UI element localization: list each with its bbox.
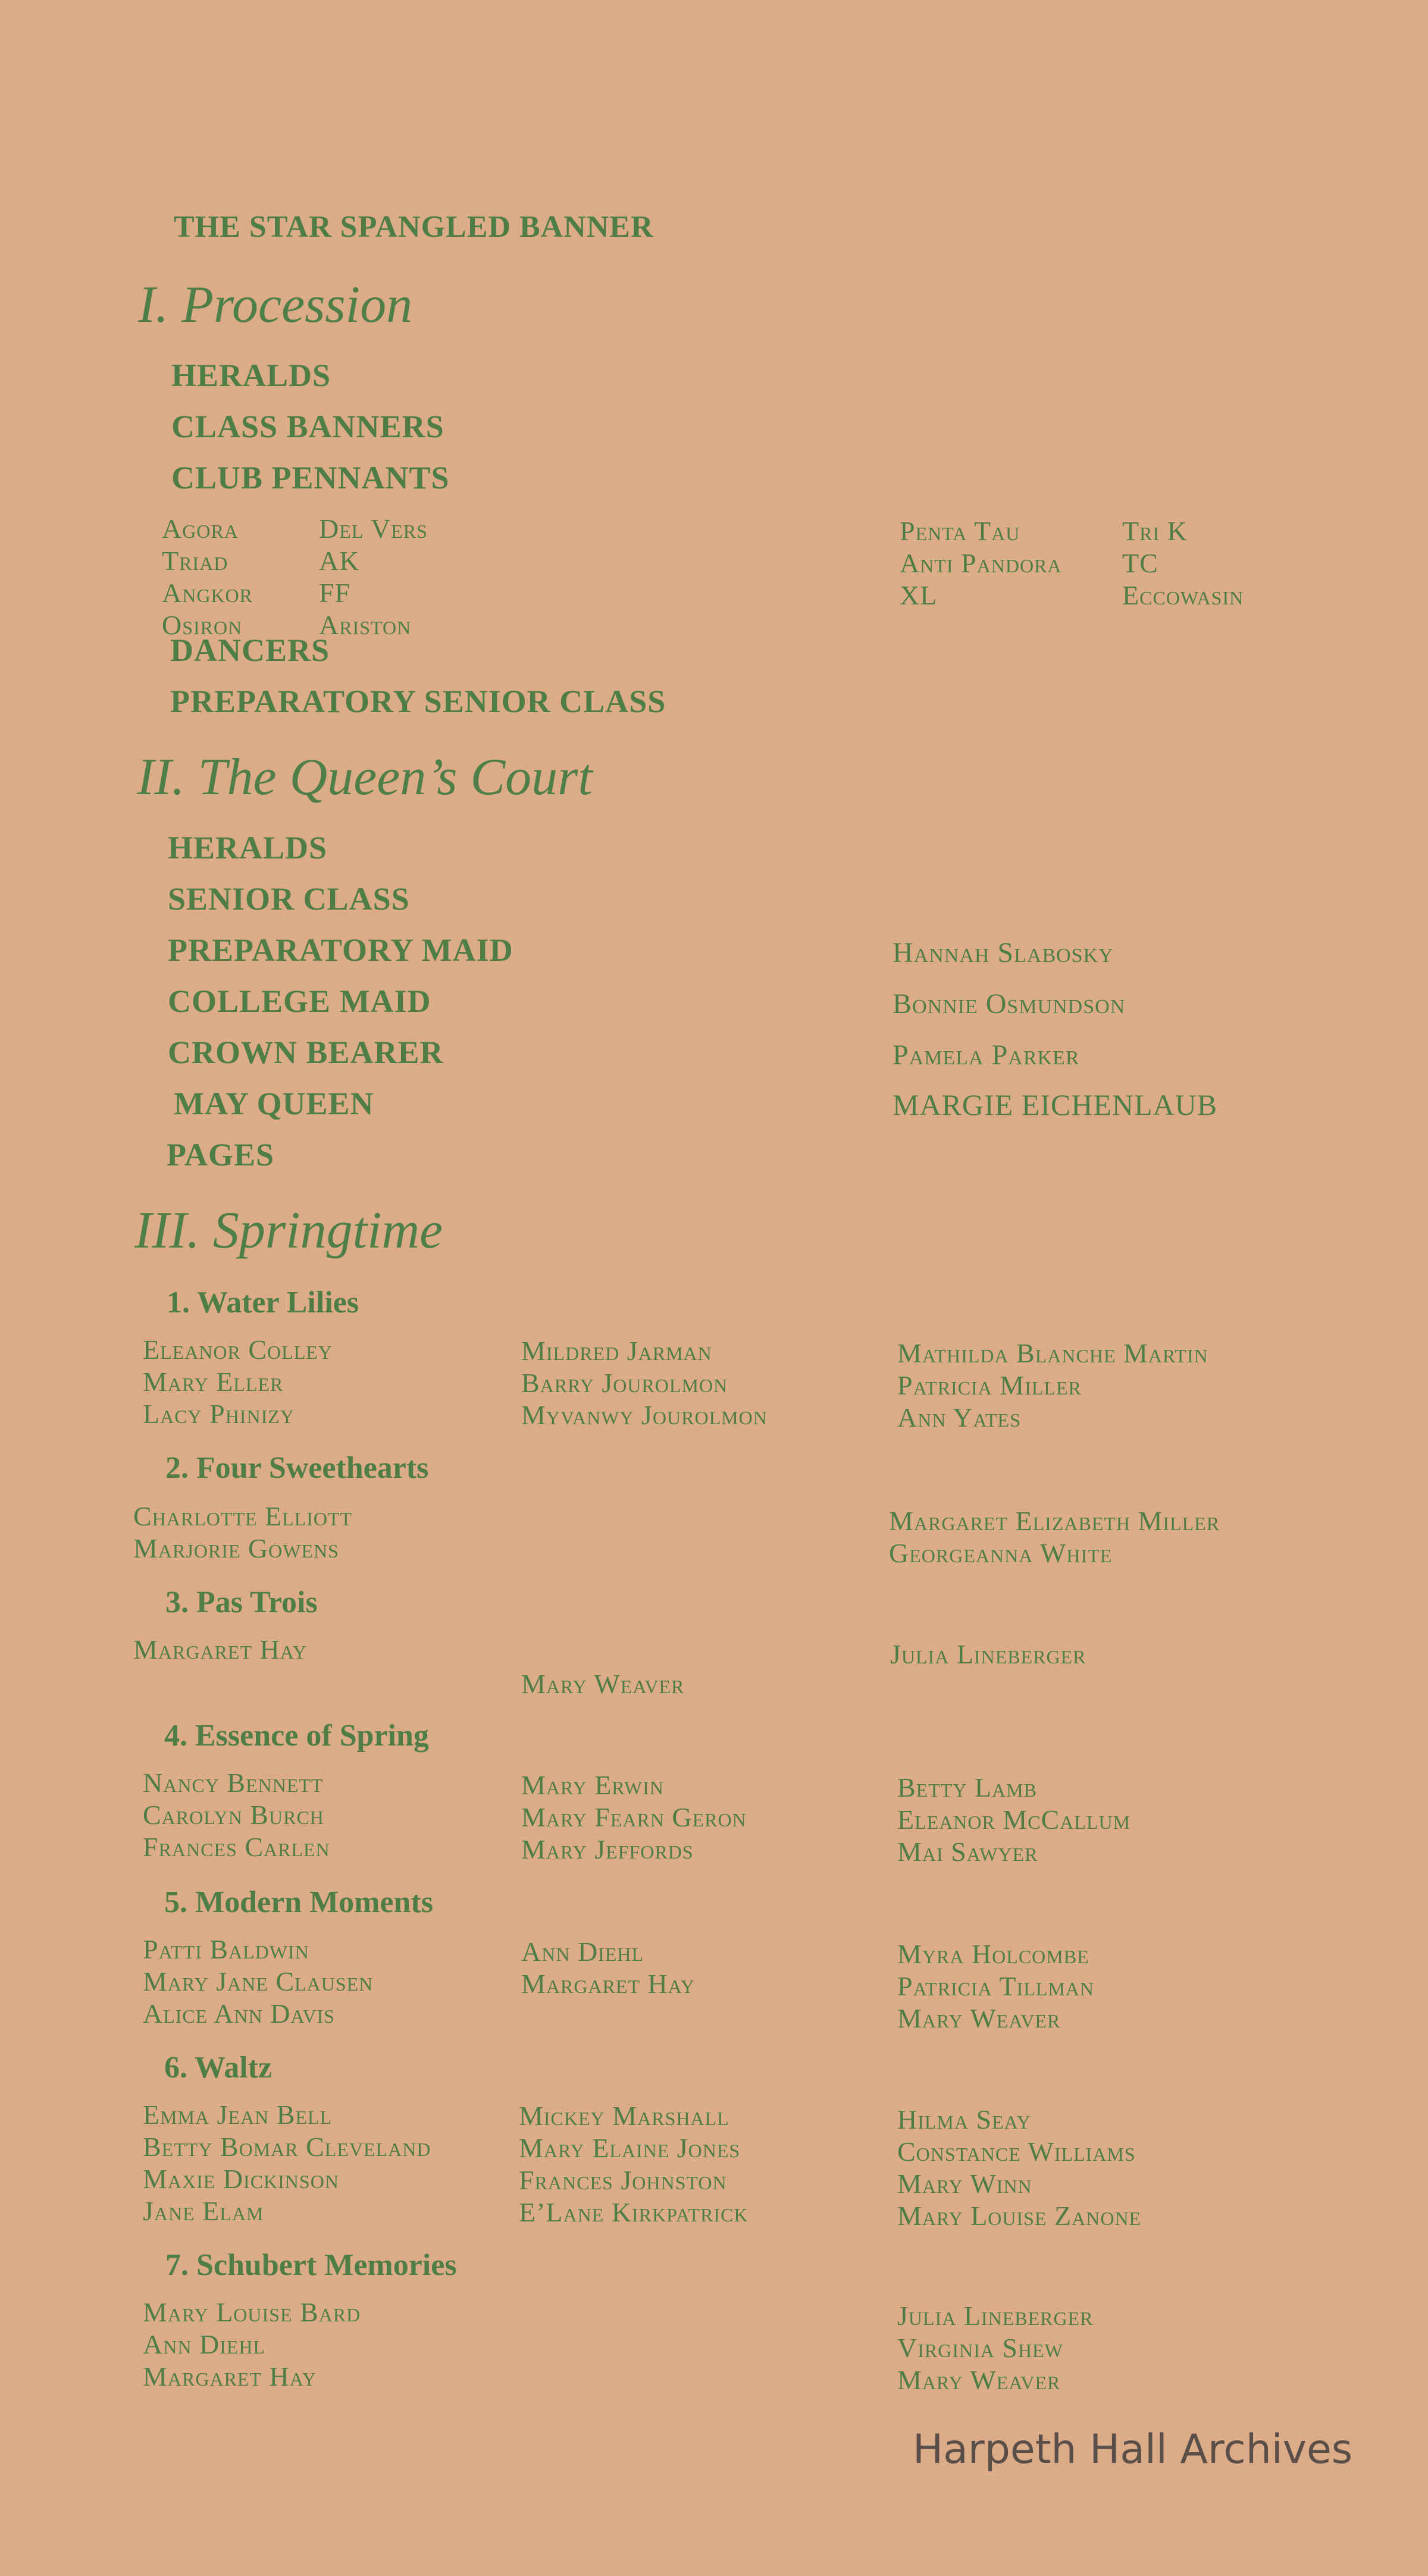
dancer-name: Patricia Miller <box>897 1370 1082 1400</box>
club-name: Osiron <box>162 610 243 640</box>
dancer-name: Margaret Hay <box>133 1634 308 1665</box>
clubs-column-2 <box>319 513 428 641</box>
club-name: Anti Pandora <box>900 548 1062 578</box>
club-name: Penta Tau <box>900 516 1020 546</box>
dancer-name: Ann Yates <box>897 1402 1021 1433</box>
dance-heading-four-sweethearts: 2. Four Sweethearts <box>165 1451 429 1485</box>
club-name: Triad <box>162 546 228 576</box>
dancer-name: Mai Sawyer <box>897 1837 1038 1867</box>
club-name: XL <box>900 580 938 610</box>
dance-heading-essence-of-spring: 4. Essence of Spring <box>164 1719 429 1753</box>
dance-6-column-1 <box>143 2099 431 2227</box>
dance-heading-pas-trois: 3. Pas Trois <box>165 1585 318 1619</box>
dancer-name: Mary Weaver <box>897 2003 1061 2033</box>
procession-club-pennants: CLUB PENNANTS <box>171 460 450 496</box>
dancer-name: Margaret Hay <box>143 2361 317 2392</box>
dancer-name: Charlotte Elliott <box>133 1501 353 1531</box>
college-maid-name: Bonnie Osmundson <box>892 988 1126 1020</box>
dance-2-column-3 <box>889 1505 1220 1569</box>
dance-1-column-1 <box>143 1334 333 1430</box>
dancer-name: Constance Williams <box>897 2136 1136 2167</box>
dancer-name: Margaret Elizabeth Miller <box>889 1506 1220 1536</box>
dancer-name: Mary Winn <box>897 2168 1032 2199</box>
may-queen-name: MARGIE EICHENLAUB <box>892 1088 1218 1121</box>
dance-1-column-3 <box>897 1337 1208 1434</box>
dancer-name: Nancy Bennett <box>143 1768 324 1798</box>
club-name: Agora <box>162 513 239 544</box>
dancer-name: Barry Jourolmon <box>521 1368 728 1398</box>
dance-3-column-2 <box>521 1668 684 1700</box>
dancer-name: Ann Diehl <box>143 2329 266 2359</box>
section-springtime-title: III. Springtime <box>134 1202 443 1259</box>
dance-heading-modern-moments: 5. Modern Moments <box>164 1885 434 1919</box>
archive-watermark: Harpeth Hall Archives <box>913 2426 1353 2473</box>
court-senior-class: SENIOR CLASS <box>168 881 410 917</box>
dancer-name: Margaret Hay <box>521 1969 696 1999</box>
dance-4-column-1 <box>143 1767 330 1863</box>
dancer-name: Maxie Dickinson <box>143 2164 339 2194</box>
club-name: Del Vers <box>319 513 428 544</box>
dancer-name: Alice Ann Davis <box>143 1998 335 2029</box>
dancer-name: Betty Lamb <box>897 1772 1037 1803</box>
club-name: FF <box>319 578 351 608</box>
dance-7-column-1 <box>143 2296 361 2393</box>
dance-heading-schubert-memories: 7. Schubert Memories <box>165 2248 457 2282</box>
dancer-name: Virginia Shew <box>897 2333 1063 2363</box>
court-preparatory-maid: PREPARATORY MAID <box>168 932 513 968</box>
procession-heralds: HERALDS <box>171 358 331 393</box>
procession-dancers: DANCERS <box>170 632 330 668</box>
dancer-name: Mary Louise Bard <box>143 2297 361 2327</box>
clubs-column-3 <box>900 515 1062 612</box>
court-college-maid: COLLEGE MAID <box>168 983 431 1019</box>
dancer-name: Frances Carlen <box>143 1832 330 1862</box>
club-name: Ariston <box>319 610 412 640</box>
dancer-name: Myvanwy Jourolmon <box>521 1400 768 1430</box>
dancer-name: Mary Weaver <box>897 2365 1061 2395</box>
dancer-name: Marjorie Gowens <box>133 1533 339 1563</box>
dance-5-column-1 <box>143 1933 373 2030</box>
dancer-name: Ann Diehl <box>521 1936 644 1967</box>
dancer-name: Julia Lineberger <box>897 2301 1094 2331</box>
dance-3-column-1 <box>133 1634 307 1666</box>
dance-heading-waltz: 6. Waltz <box>164 2051 273 2085</box>
club-name: AK <box>319 546 360 576</box>
dancer-name: Carolyn Burch <box>143 1800 324 1830</box>
dancer-name: Lacy Phinizy <box>143 1399 295 1429</box>
clubs-column-1 <box>162 513 253 641</box>
dancer-name: Mary Erwin <box>521 1770 664 1800</box>
dance-6-column-3 <box>897 2104 1141 2232</box>
anthem-title: THE STAR SPANGLED BANNER <box>174 210 654 244</box>
dance-heading-water-lilies: 1. Water Lilies <box>167 1286 359 1320</box>
dancer-name: Myra Holcombe <box>897 1939 1089 1969</box>
dance-1-column-2 <box>521 1335 768 1431</box>
dance-6-column-2 <box>519 2100 749 2229</box>
procession-preparatory-senior-class: PREPARATORY SENIOR CLASS <box>170 684 666 719</box>
club-name: Eccowasin <box>1122 580 1244 610</box>
dancer-name: Betty Bomar Cleveland <box>143 2132 431 2162</box>
court-crown-bearer: CROWN BEARER <box>168 1035 444 1070</box>
dance-5-column-3 <box>897 1938 1094 2035</box>
court-pages: PAGES <box>167 1137 275 1173</box>
dance-2-column-1 <box>133 1500 352 1565</box>
court-heralds: HERALDS <box>168 830 328 866</box>
clubs-column-4 <box>1122 515 1244 612</box>
dancer-name: Julia Lineberger <box>890 1639 1086 1669</box>
dance-3-column-3 <box>890 1638 1086 1671</box>
court-may-queen: MAY QUEEN <box>174 1086 374 1121</box>
dance-4-column-3 <box>897 1772 1130 1868</box>
club-name: Tri K <box>1122 516 1188 546</box>
dancer-name: Mildred Jarman <box>521 1336 712 1366</box>
dancer-name: Hilma Seay <box>897 2104 1031 2135</box>
preparatory-maid-name: Hannah Slabosky <box>892 937 1114 969</box>
dancer-name: Mickey Marshall <box>519 2101 729 2131</box>
section-procession-title: I. Procession <box>138 276 413 334</box>
dancer-name: Mary Elaine Jones <box>519 2133 741 2163</box>
dance-7-column-3 <box>897 2300 1093 2396</box>
dancer-name: E’Lane Kirkpatrick <box>519 2197 749 2227</box>
procession-class-banners: CLASS BANNERS <box>171 409 444 444</box>
dancer-name: Mary Louise Zanone <box>897 2201 1142 2231</box>
dancer-name: Mary Weaver <box>521 1669 685 1699</box>
dancer-name: Georgeanna White <box>889 1538 1113 1568</box>
dancer-name: Eleanor Colley <box>143 1334 333 1365</box>
dancer-name: Mary Jeffords <box>521 1834 694 1864</box>
dance-4-column-2 <box>521 1769 747 1866</box>
dancer-name: Frances Johnston <box>519 2165 727 2195</box>
crown-bearer-name: Pamela Parker <box>892 1039 1080 1071</box>
dancer-name: Patricia Tillman <box>897 1971 1094 2001</box>
dancer-name: Eleanor McCallum <box>897 1804 1131 1835</box>
dancer-name: Mathilda Blanche Martin <box>897 1338 1208 1368</box>
dancer-name: Emma Jean Bell <box>143 2099 333 2130</box>
club-name: TC <box>1122 548 1158 578</box>
dancer-name: Mary Eller <box>143 1367 284 1397</box>
dancer-name: Jane Elam <box>143 2196 264 2226</box>
section-queens-court-title: II. The Queen’s Court <box>137 748 593 806</box>
club-name: Angkor <box>162 578 253 608</box>
dancer-name: Patti Baldwin <box>143 1934 309 1964</box>
dancer-name: Mary Jane Clausen <box>143 1966 374 1997</box>
dance-5-column-2 <box>521 1936 695 2000</box>
dancer-name: Mary Fearn Geron <box>521 1802 747 1832</box>
